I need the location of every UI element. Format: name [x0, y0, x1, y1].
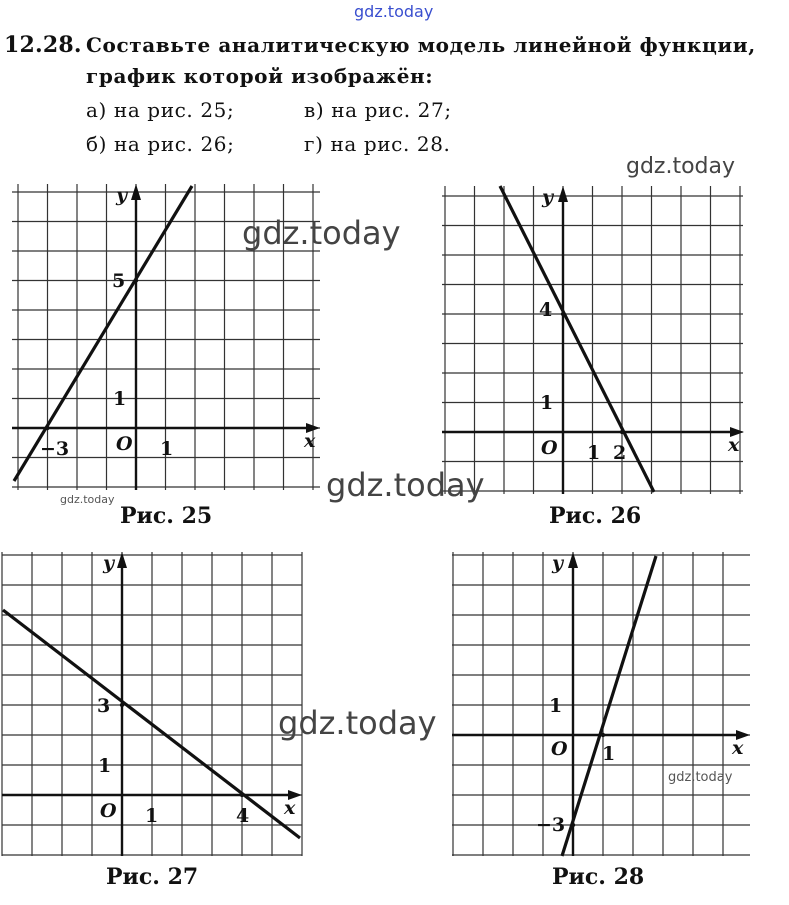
task-text-line-2: график которой изображён:: [86, 64, 434, 88]
watermark: gdz.today: [278, 704, 437, 742]
caption-fig-26: Рис. 26: [549, 503, 642, 529]
tick-label: −3: [40, 438, 70, 460]
y-axis-label: y: [552, 552, 564, 574]
watermark: gdz.today: [326, 466, 485, 504]
watermark: gdz.today: [60, 493, 115, 506]
x-axis-label: x: [304, 430, 316, 452]
caption-fig-28: Рис. 28: [552, 864, 645, 890]
tick-label: 5: [112, 270, 126, 292]
origin-label: O: [551, 738, 568, 760]
grid: [452, 552, 750, 856]
origin-label: O: [116, 433, 133, 455]
intercept-point: [601, 733, 605, 737]
y-axis-label: y: [542, 186, 554, 208]
tick-label: 1: [98, 755, 112, 777]
task-item-a: а) на рис. 25;: [86, 98, 235, 122]
watermark: gdz.today: [626, 154, 736, 179]
x-axis-label: x: [728, 434, 740, 456]
origin-label: O: [541, 437, 558, 459]
tick-label: 1: [602, 743, 616, 765]
watermark: gdz.today: [354, 2, 434, 21]
tick-label: 1: [587, 442, 601, 464]
x-axis-label: x: [284, 797, 296, 819]
tick-label: 3: [97, 695, 111, 717]
tick-label: 1: [113, 388, 127, 410]
origin-label: O: [100, 800, 117, 822]
x-axis-label: x: [732, 737, 744, 759]
tick-label: 1: [549, 695, 563, 717]
task-text-line-1: Составьте аналитическую модель линейной функции,: [86, 33, 756, 57]
tick-label: 2: [613, 442, 627, 464]
watermark: gdz.today: [242, 214, 401, 252]
tick-label: −3: [536, 814, 566, 836]
graph-line: [562, 556, 656, 856]
tick-label: 4: [236, 805, 250, 827]
caption-fig-27: Рис. 27: [106, 864, 199, 890]
tick-label: 1: [160, 438, 174, 460]
tick-label: 1: [540, 392, 554, 414]
task-item-v: в) на рис. 27;: [304, 98, 452, 122]
task-item-b: б) на рис. 26;: [86, 132, 235, 156]
y-axis-label: y: [116, 184, 128, 206]
tick-label: 4: [539, 299, 553, 321]
watermark: gdz.today: [668, 770, 733, 785]
task-number: 12.28.: [4, 32, 82, 58]
task-item-g: г) на рис. 28.: [304, 132, 451, 156]
y-axis-label: y: [103, 552, 115, 574]
caption-fig-25: Рис. 25: [120, 503, 213, 529]
tick-label: 1: [145, 805, 159, 827]
intercept-point: [571, 823, 575, 827]
